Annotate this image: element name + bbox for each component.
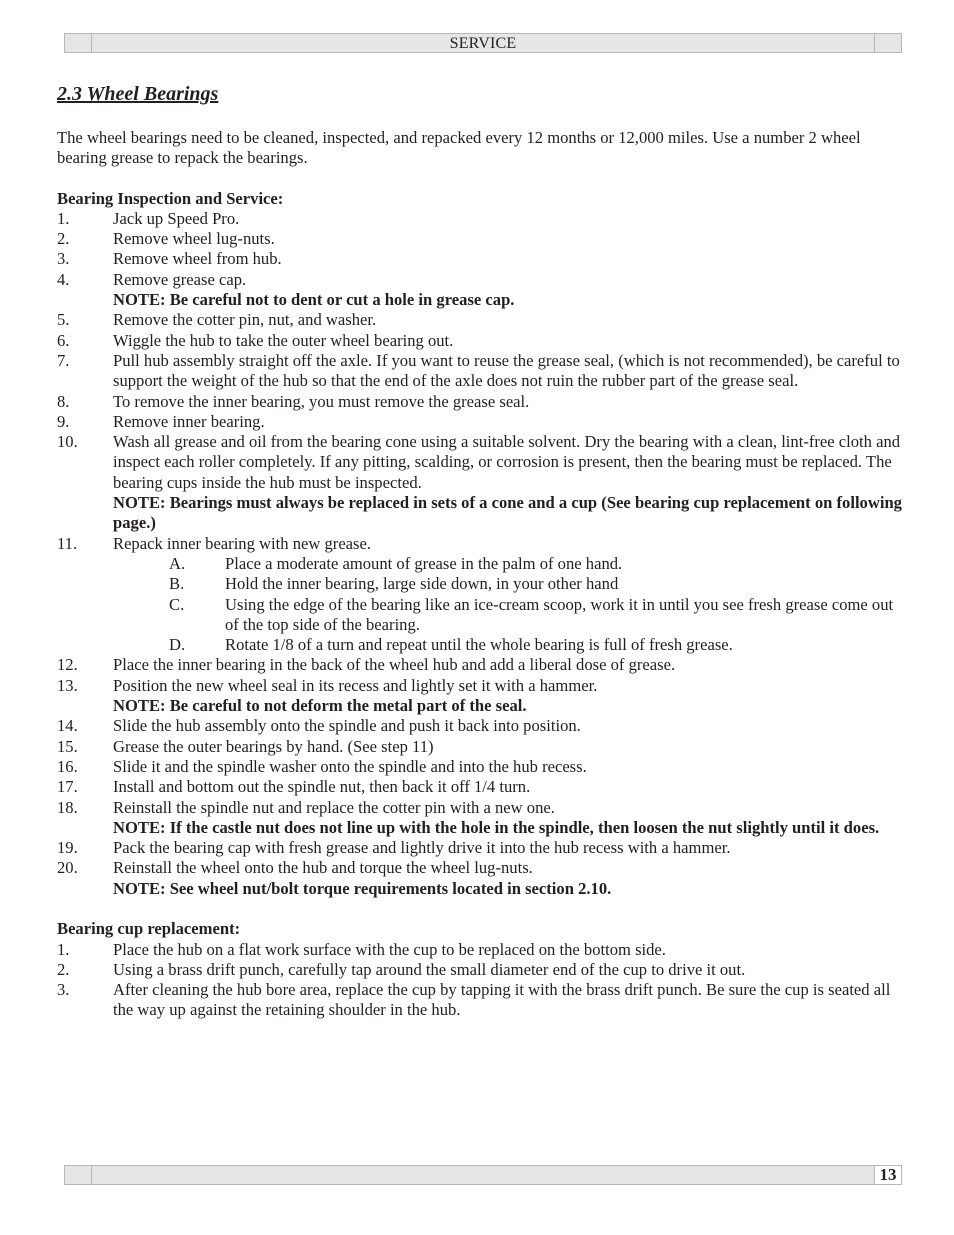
page-number: 13 xyxy=(874,1166,901,1184)
inspection-heading: Bearing Inspection and Service: xyxy=(57,188,284,208)
substep-item xyxy=(57,554,905,574)
section-title: 2.3 Wheel Bearings xyxy=(57,83,219,105)
step-text: Pull hub assembly straight off the axle. If you want to reuse the grease seal, (which is not recommended), be careful to support the weight of the hub so that the end of the axle does not ruin the rubber part of the grease seal. xyxy=(113,350,900,391)
step-text: Wiggle the hub to take the outer wheel bearing out. xyxy=(113,330,454,350)
step-text: Place a moderate amount of grease in the palm of one hand. xyxy=(225,553,623,573)
step-note: NOTE: See wheel nut/bolt torque requirements located in section 2.10. xyxy=(113,878,612,898)
step-note: NOTE: Be careful not to dent or cut a hole in grease cap. xyxy=(113,290,515,310)
step-text: Install and bottom out the spindle nut, then back it off 1/4 turn. xyxy=(113,777,531,797)
step-item xyxy=(57,534,905,554)
step-number: 18. xyxy=(57,797,78,817)
step-number: 9. xyxy=(57,411,70,431)
step-item xyxy=(57,676,905,696)
step-note: NOTE: If the castle nut does not line up with the hole in the spindle, then loosen the nut slightly until it does. xyxy=(113,817,880,837)
step-item xyxy=(57,737,905,757)
step-text: Remove grease cap. xyxy=(113,269,247,289)
step-number: 19. xyxy=(57,838,78,858)
step-number: 5. xyxy=(57,310,70,330)
step-text: Grease the outer bearings by hand. (See step 11) xyxy=(113,736,434,756)
step-number: 3. xyxy=(57,249,70,269)
step-number: 7. xyxy=(57,350,70,370)
step-item xyxy=(57,331,905,351)
inspection-steps-list xyxy=(57,209,905,899)
header-right-segment xyxy=(874,34,901,52)
step-number: 1. xyxy=(57,939,70,959)
step-note: NOTE: Be careful to not deform the metal part of the seal. xyxy=(113,696,527,716)
step-item xyxy=(57,858,905,878)
step-text: Place the hub on a flat work surface with the cup to be replaced on the bottom side. xyxy=(113,939,666,959)
step-text: To remove the inner bearing, you must remove the grease seal. xyxy=(113,391,530,411)
step-item xyxy=(57,980,905,1021)
step-text: Remove wheel lug-nuts. xyxy=(113,229,275,249)
step-item xyxy=(57,655,905,675)
step-number: 2. xyxy=(57,959,70,979)
step-number: 10. xyxy=(57,432,78,452)
step-number: B. xyxy=(169,574,185,594)
step-item xyxy=(57,838,905,858)
step-text: Wash all grease and oil from the bearing cone using a suitable solvent. Dry the bearing with a clean, lint-free cloth and inspect each roller completely. If any pitting, scalding, or corrosion is present, then the bearing must be replaced. The bearing cups inside the hub must be inspected. xyxy=(113,432,901,492)
step-number: 8. xyxy=(57,391,70,411)
step-item xyxy=(57,777,905,797)
step-item xyxy=(57,351,905,392)
step-item xyxy=(57,270,905,290)
step-text: Hold the inner bearing, large side down, in your other hand xyxy=(225,574,619,594)
page-header-bar xyxy=(64,33,902,53)
step-text: Jack up Speed Pro. xyxy=(113,208,240,228)
step-text: Place the inner bearing in the back of the wheel hub and add a liberal dose of grease. xyxy=(113,655,676,675)
step-text: After cleaning the hub bore area, replace the cup by tapping it with the brass drift punch. Be sure the cup is seated all the way up against the retaining shoulder in the hub. xyxy=(113,980,891,1020)
substep-item xyxy=(57,595,905,636)
cup-replacement-heading: Bearing cup replacement: xyxy=(57,919,241,939)
step-number: 3. xyxy=(57,980,70,1000)
substep-item xyxy=(57,574,905,594)
step-item xyxy=(57,392,905,412)
step-note: NOTE: Bearings must always be replaced in sets of a cone and a cup (See bearing cup replacement on following page.) xyxy=(113,493,902,533)
step-text: Using the edge of the bearing like an ice-cream scoop, work it in until you see fresh grease come out of the top side of the bearing. xyxy=(225,594,894,634)
step-item xyxy=(57,249,905,269)
step-item xyxy=(57,757,905,777)
step-item xyxy=(57,716,905,736)
step-item xyxy=(57,229,905,249)
intro-paragraph: The wheel bearings need to be cleaned, inspected, and repacked every 12 months or 12,000 miles. Use a number 2 wheel bearing grease to repack the bearings. xyxy=(57,128,861,168)
step-text: Remove inner bearing. xyxy=(113,411,265,431)
step-number: 2. xyxy=(57,229,70,249)
step-item xyxy=(57,412,905,432)
step-item xyxy=(57,310,905,330)
step-text: Position the new wheel seal in its recess and lightly set it with a hammer. xyxy=(113,675,598,695)
step-text: Slide it and the spindle washer onto the spindle and into the hub recess. xyxy=(113,756,587,776)
step-text: Remove wheel from hub. xyxy=(113,249,282,269)
step-item xyxy=(57,960,905,980)
step-number: 12. xyxy=(57,655,78,675)
step-text: Reinstall the wheel onto the hub and torque the wheel lug-nuts. xyxy=(113,858,533,878)
step-item xyxy=(57,432,905,493)
step-number: 16. xyxy=(57,756,78,776)
page-footer-bar xyxy=(64,1165,902,1185)
step-number: 6. xyxy=(57,330,70,350)
step-number: 4. xyxy=(57,269,70,289)
page-content xyxy=(57,80,905,1021)
step-item xyxy=(57,940,905,960)
step-text: Repack inner bearing with new grease. xyxy=(113,533,372,553)
section-gap xyxy=(57,899,905,919)
step-number: 15. xyxy=(57,736,78,756)
step-text: Slide the hub assembly onto the spindle and push it back into position. xyxy=(113,716,581,736)
step-text: Pack the bearing cap with fresh grease and lightly drive it into the hub recess with a hammer. xyxy=(113,838,731,858)
step-number: 13. xyxy=(57,675,78,695)
step-number: 11. xyxy=(57,533,78,553)
step-number: 14. xyxy=(57,716,78,736)
step-number: 20. xyxy=(57,858,78,878)
step-number: A. xyxy=(169,553,186,573)
step-text: Using a brass drift punch, carefully tap around the small diameter end of the cup to drive it out. xyxy=(113,959,746,979)
step-text: Remove the cotter pin, nut, and washer. xyxy=(113,310,377,330)
step-text: Rotate 1/8 of a turn and repeat until the whole bearing is full of fresh grease. xyxy=(225,635,733,655)
step-number: 1. xyxy=(57,208,70,228)
step-number: D. xyxy=(169,635,186,655)
footer-left-segment xyxy=(65,1166,92,1184)
step-number: C. xyxy=(169,594,185,614)
substep-item xyxy=(57,635,905,655)
header-label: SERVICE xyxy=(449,35,517,52)
step-item xyxy=(57,209,905,229)
step-number: 17. xyxy=(57,777,78,797)
cup-replacement-steps-list xyxy=(57,940,905,1021)
step-text: Reinstall the spindle nut and replace the cotter pin with a new one. xyxy=(113,797,555,817)
step-item xyxy=(57,798,905,818)
